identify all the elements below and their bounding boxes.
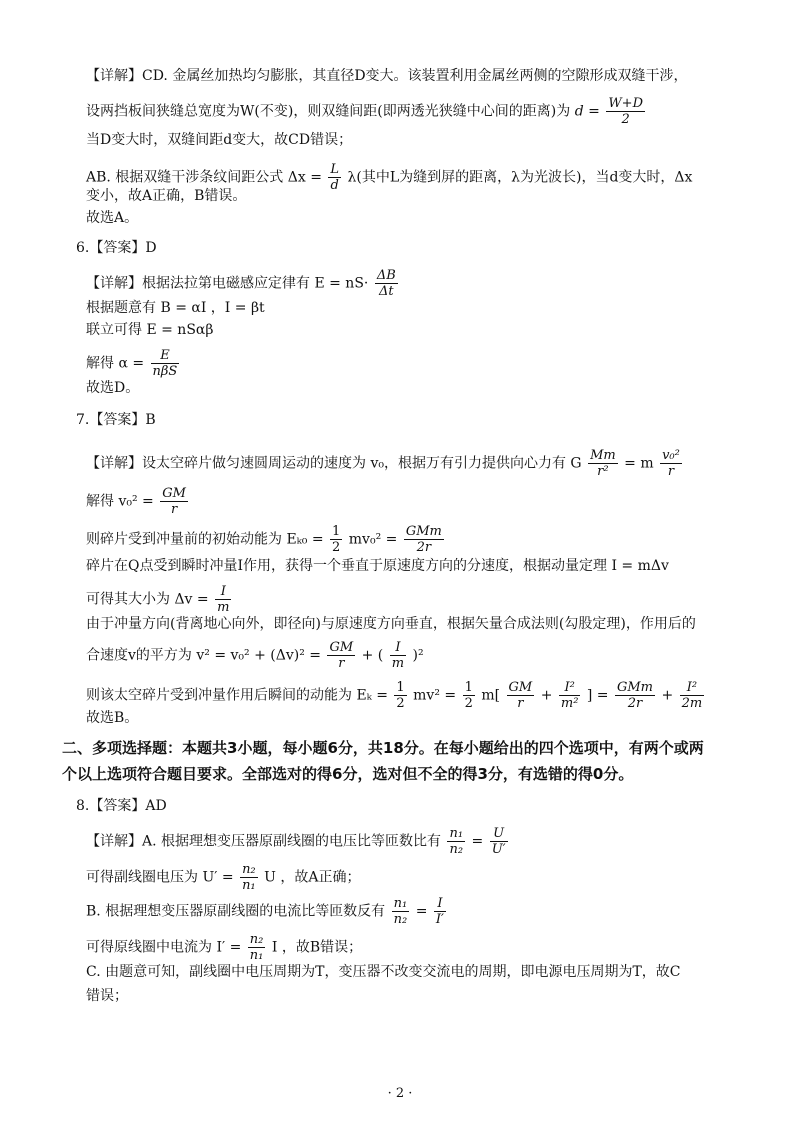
fraction: $\frac{\text{v₀²}}{r}$ xyxy=(662,448,680,479)
fraction: $\frac{\text{I²}}{2m}$ xyxy=(681,680,703,711)
text-line: 当D变大时，双缝间距d变大，故CD错误； xyxy=(86,132,353,148)
text-line: B. 根据理想变压器原副线圈的电流比等匝数反有 $\frac{\text{n₁}}{\text{n₂}}$ = $\frac{I}{I'}$ xyxy=(86,896,444,927)
question-answer-8: 8.【答案】AD xyxy=(76,798,167,814)
text-line: AB. 根据双缝干涉条纹间距公式 Δx = $\frac{L}{d}$ λ(其中L为缝到屏的距离，λ为光波长)，当d变大时，Δx xyxy=(86,162,693,193)
text-line: 设两挡板间狭缝总宽度为W(不变)，则双缝间距(即两透光狭缝中心间的距离)为 d = $\frac{W+D}{2}$ xyxy=(86,96,643,127)
fraction: $\frac{\text{n₁}}{\text{n₂}}$ xyxy=(393,896,408,927)
text-line: 解得 α = $\frac{E}{\text{nβS}}$ xyxy=(86,348,178,379)
fraction: $\frac{\text{n₂}}{\text{n₁}}$ xyxy=(249,932,264,963)
text-line: 可得副线圈电压为 U′ = $\frac{\text{n₂}}{\text{n₁}}$ U ，故A正确； xyxy=(86,862,361,893)
text-line: 合速度v的平方为 v² = v₀² + (Δv)² = $\frac{GM}{r}$ + ( $\frac{I}{m}$ )² xyxy=(86,640,424,671)
fraction: $\frac{1}{2}$ xyxy=(332,524,341,555)
fraction: $\frac{I}{m}$ xyxy=(391,640,405,671)
fraction: $\frac{1}{2}$ xyxy=(396,680,405,711)
text-line: 可得原线圈中电流为 I′ = $\frac{\text{n₂}}{\text{n₁}}$ I ，故B错误； xyxy=(86,932,363,963)
fraction: $\frac{Mm}{\text{r²}}$ xyxy=(590,448,616,479)
text-line: 错误； xyxy=(86,988,128,1004)
section-heading: 二、多项选择题：本题共3小题，每小题6分，共18分。在每小题给出的四个选项中，有两个或两 xyxy=(62,739,704,757)
fraction: $\frac{L}{d}$ xyxy=(330,162,340,193)
text-line: 【详解】CD. 金属丝加热均匀膨胀，其直径D变大。该装置利用金属丝两侧的空隙形成双缝干涉， xyxy=(86,68,688,84)
text-line: 故选A。 xyxy=(86,210,139,226)
fraction: $\frac{\text{GMm}}{2r}$ xyxy=(405,524,442,555)
question-answer-7: 7.【答案】B xyxy=(76,412,156,428)
text-line: 故选B。 xyxy=(86,710,139,726)
text-line: 则该太空碎片受到冲量作用后瞬间的动能为 Eₖ = $\frac{1}{2}$ mv² = $\frac{1}{2}$ m[ $\frac{GM}{r}$ + $\frac{\text{I²}}{\text{m²}}$ ] = $\frac{\text{GMm}}{2r}$ + $\frac{\text{I²}}{2m}$ xyxy=(86,680,703,711)
text-line: 【详解】设太空碎片做匀速圆周运动的速度为 v₀，根据万有引力提供向心力有 G $\frac{Mm}{\text{r²}}$ = m $\frac{\text{v₀²}}{r}$ xyxy=(86,448,680,479)
fraction: $\frac{E}{\text{nβS}}$ xyxy=(152,348,178,379)
fraction: $\frac{I}{I'}$ xyxy=(435,896,444,927)
section-heading: 个以上选项符合题目要求。全部选对的得6分，选对但不全的得3分，有选错的得0分。 xyxy=(62,765,634,783)
text-line: 【详解】A. 根据理想变压器原副线圈的电压比等匝数比有 $\frac{\text{n₁}}{\text{n₂}}$ = $\frac{U}{U'}$ xyxy=(86,826,506,857)
fraction: $\frac{GM}{r}$ xyxy=(162,486,186,517)
text-line: 联立可得 E = nSαβ xyxy=(86,322,214,338)
fraction: $\frac{\text{n₁}}{\text{n₂}}$ xyxy=(449,826,464,857)
fraction: $\frac{GM}{r}$ xyxy=(329,640,354,671)
fraction: $\frac{U}{U'}$ xyxy=(491,826,506,857)
page-number: · 2 · xyxy=(387,1086,413,1101)
text-line: 变小，故A正确，B错误。 xyxy=(86,188,247,204)
fraction: $\frac{1}{2}$ xyxy=(464,680,473,711)
text-line: C. 由题意可知，副线圈中电压周期为T，变压器不改变交流电的周期，即电源电压周期为T，故C xyxy=(86,964,681,980)
text-line: 【详解】根据法拉第电磁感应定律有 E = nS· $\frac{\Delta B}{\Delta t}$ xyxy=(86,268,396,299)
text-line: 故选D。 xyxy=(86,380,140,396)
text-line: 根据题意有 B = αI ，I = βt xyxy=(86,300,265,316)
text-line: 由于冲量方向(背离地心向外，即径向)与原速度方向垂直，根据矢量合成法则(勾股定理)，作用后的 xyxy=(86,616,696,632)
fraction: $\frac{\text{I²}}{\text{m²}}$ xyxy=(560,680,579,711)
text-line: 解得 v₀² = $\frac{GM}{r}$ xyxy=(86,486,186,517)
text-line: 可得其大小为 Δv = $\frac{I}{m}$ xyxy=(86,584,230,615)
fraction: $\frac{\text{GMm}}{2r}$ xyxy=(616,680,654,711)
fraction: $\frac{\Delta B}{\Delta t}$ xyxy=(376,268,396,299)
fraction: $\frac{W+D}{2}$ xyxy=(608,96,643,127)
fraction: $\frac{\text{n₂}}{\text{n₁}}$ xyxy=(242,862,256,893)
fraction: $\frac{GM}{r}$ xyxy=(508,680,533,711)
text-line: 碎片在Q点受到瞬时冲量I作用，获得一个垂直于原速度方向的分速度，根据动量定理 I = mΔv xyxy=(86,558,669,574)
question-answer-6: 6.【答案】D xyxy=(76,240,157,256)
text-line: 则碎片受到冲量前的初始动能为 Eₖ₀ = $\frac{1}{2}$ mv₀² = $\frac{\text{GMm}}{2r}$ xyxy=(86,524,442,555)
fraction: $\frac{I}{m}$ xyxy=(217,584,230,615)
